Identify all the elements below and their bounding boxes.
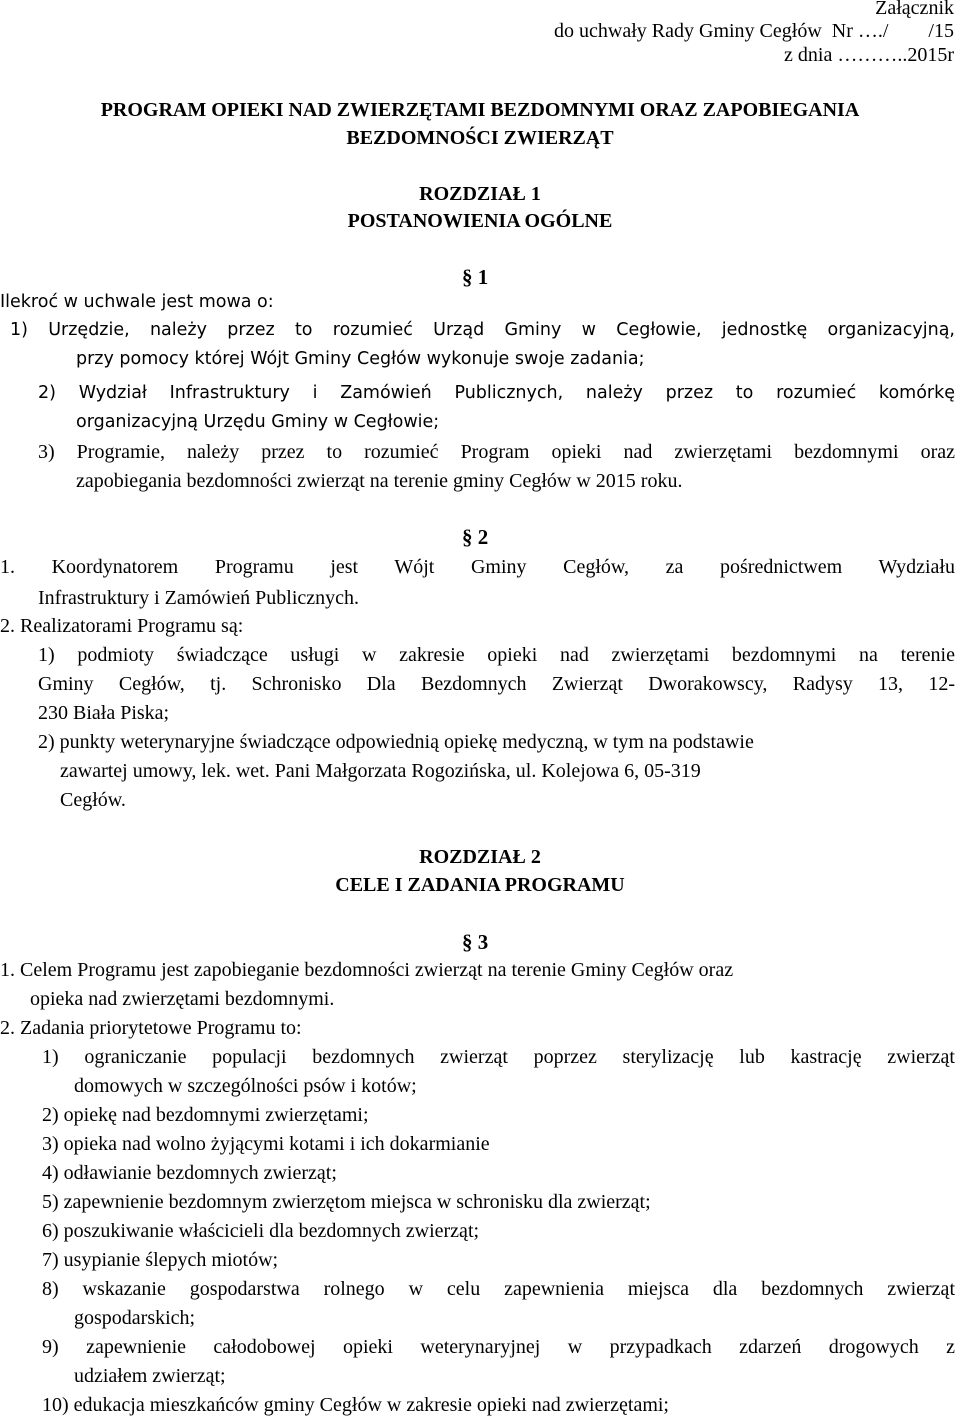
document-title-line-1: PROGRAM OPIEKI NAD ZWIERZĘTAMI BEZDOMNYMI ORAZ ZAPOBIEGANIA [100, 99, 860, 121]
definition-3-line-1: 3) Programie, należy przez to rozumieć Program opieki nad zwierzętami bezdomnymi oraz [38, 441, 955, 463]
paragraph-2-heading: § 2 [462, 525, 489, 549]
chapter-1-number: ROZDZIAŁ 1 [419, 183, 541, 205]
task-2: 2) opiekę nad bezdomnymi zwierzętami; [42, 1104, 369, 1126]
definition-2-line-1: 2) Wydział Infrastruktury i Zamówień Publicznych, należy przez to rozumieć komórkę [38, 383, 955, 403]
task-7: 7) usypianie ślepych miotów; [42, 1249, 279, 1271]
paragraph-3-heading: § 3 [462, 930, 489, 954]
resolution-date: z dnia ………..2015r [784, 44, 954, 66]
task-1-line-2: domowych w szczególności psów i kotów; [74, 1075, 417, 1097]
document-title-line-2: BEZDOMNOŚCI ZWIERZĄT [346, 127, 614, 149]
task-1-line-1: 1) ograniczanie populacji bezdomnych zwierząt poprzez sterylizację lub kastrację zwierząt [42, 1046, 955, 1068]
resolution-reference: do uchwały Rady Gminy Cegłów Nr …./ /15 [554, 20, 954, 42]
implementer-2-line-1: 2) punkty weterynaryjne świadczące odpowiednią opiekę medyczną, w tym na podstawie [38, 731, 754, 753]
task-6: 6) poszukiwanie właścicieli dla bezdomnych zwierząt; [42, 1220, 480, 1242]
coordinator-line-2: Infrastruktury i Zamówień Publicznych. [38, 587, 360, 609]
task-9-line-1: 9) zapewnienie całodobowej opieki weterynaryjnej w przypadkach zdarzeń drogowych z [42, 1336, 955, 1358]
implementer-1-line-2: Gminy Cegłów, tj. Schronisko Dla Bezdomnych Zwierząt Dworakowscy, Radysy 13, 12- [38, 673, 955, 695]
implementer-1-line-3: 230 Biała Piska; [38, 702, 170, 724]
paragraph-1-heading: § 1 [462, 265, 489, 289]
task-3: 3) opieka nad wolno żyjącymi kotami i ich dokarmianie [42, 1133, 490, 1155]
coordinator-line-1: 1. Koordynatorem Programu jest Wójt Gminy Cegłów, za pośrednictwem Wydziału [0, 556, 955, 578]
attachment-label: Załącznik [875, 0, 954, 19]
task-8-line-2: gospodarskich; [74, 1307, 196, 1329]
definition-1-line-2: przy pomocy której Wójt Gminy Cegłów wykonuje swoje zadania; [76, 349, 645, 369]
definition-3-line-2: zapobiegania bezdomności zwierząt na terenie gminy Cegłów w 2015 roku. [76, 470, 683, 492]
definition-2-line-2: organizacyjną Urzędu Gminy w Cegłowie; [76, 412, 440, 432]
chapter-2-number: ROZDZIAŁ 2 [419, 846, 541, 868]
definition-1-line-1: 1) Urzędzie, należy przez to rozumieć Urząd Gminy w Cegłowie, jednostkę organizacyjną, [10, 320, 955, 340]
implementer-2-line-3: Cegłów. [60, 789, 126, 811]
paragraph-1-intro: Ilekroć w uchwale jest mowa o: [0, 292, 274, 312]
task-5: 5) zapewnienie bezdomnym zwierzętom miejsca w schronisku dla zwierząt; [42, 1191, 651, 1213]
task-9-line-2: udziałem zwierząt; [74, 1365, 226, 1387]
task-10: 10) edukacja mieszkańców gminy Cegłów w zakresie opieki nad zwierzętami; [42, 1394, 669, 1416]
implementer-2-line-2: zawartej umowy, lek. wet. Pani Małgorzata Rogozińska, ul. Kolejowa 6, 05-319 [60, 760, 701, 782]
priority-tasks-heading: 2. Zadania priorytetowe Programu to: [0, 1017, 302, 1039]
program-goal-line-1: 1. Celem Programu jest zapobieganie bezdomności zwierząt na terenie Gminy Cegłów oraz [0, 959, 734, 981]
task-4: 4) odławianie bezdomnych zwierząt; [42, 1162, 337, 1184]
program-goal-line-2: opieka nad zwierzętami bezdomnymi. [30, 988, 335, 1010]
chapter-1-name: POSTANOWIENIA OGÓLNE [347, 210, 613, 232]
task-8-line-1: 8) wskazanie gospodarstwa rolnego w celu zapewnienia miejsca dla bezdomnych zwierząt [42, 1278, 955, 1300]
chapter-2-name: CELE I ZADANIA PROGRAMU [335, 874, 625, 896]
implementer-1-line-1: 1) podmioty świadczące usługi w zakresie opieki nad zwierzętami bezdomnymi na terenie [38, 644, 955, 666]
implementers-heading: 2. Realizatorami Programu są: [0, 615, 244, 637]
